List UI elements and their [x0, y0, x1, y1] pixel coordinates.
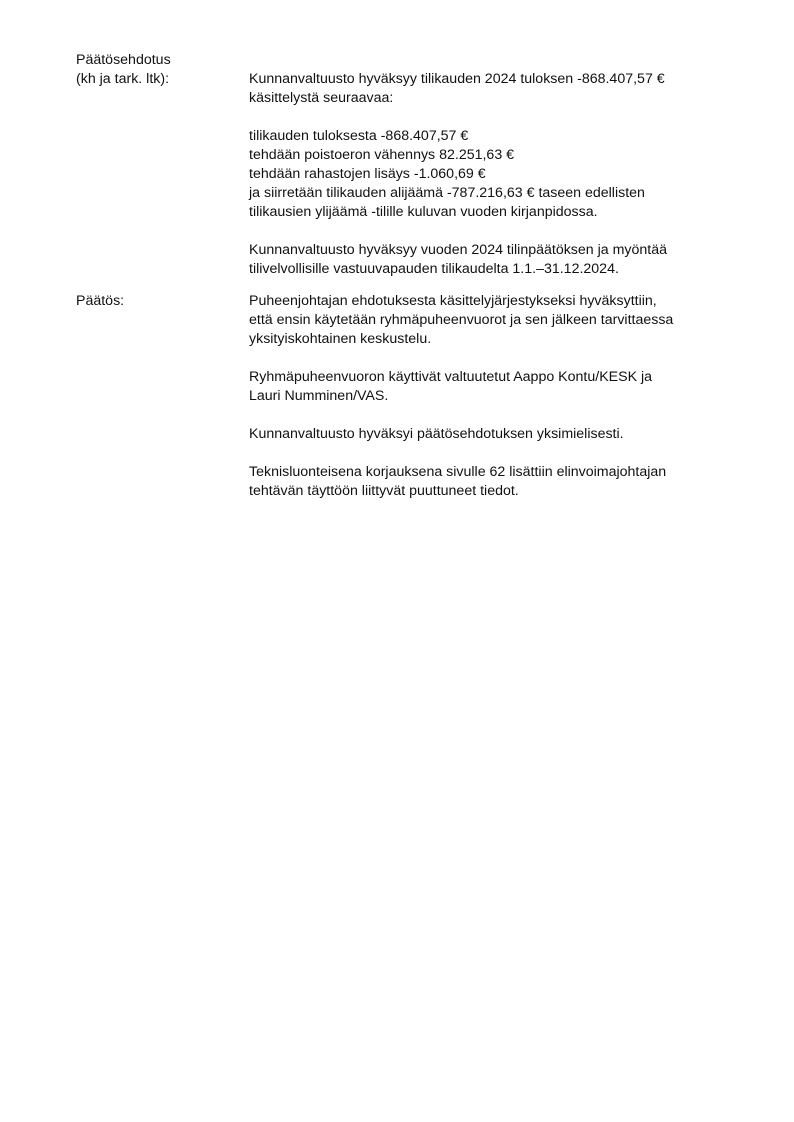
proposal-label: (kh ja tark. ltk): [76, 71, 170, 87]
decision-paragraph-procedure [249, 292, 749, 349]
decision-paragraph-correction [249, 463, 749, 501]
text-line: tilivelvollisille vastuuvapauden tilikaudelta 1.1.–31.12.2024. [249, 261, 619, 277]
text-line: tilikauden tuloksesta -868.407,57 € [249, 128, 469, 144]
proposal-paragraph-result [249, 70, 749, 108]
text-line: käsittelystä seuraavaa: [249, 90, 394, 106]
text-line: Teknisluonteisena korjauksena sivulle 62 lisättiin elinvoimajohtajan [249, 464, 667, 480]
text-line: Puheenjohtajan ehdotuksesta käsittelyjärjestykseksi hyväksyttiin, [249, 293, 657, 309]
text-line: ja siirretään tilikauden alijäämä -787.216,63 € taseen edellisten [249, 185, 645, 201]
text-line: että ensin käytetään ryhmäpuheenvuorot ja sen jälkeen tarvittaessa [249, 312, 674, 328]
text-line: Kunnanvaltuusto hyväksyy vuoden 2024 tilinpäätöksen ja myöntää [249, 242, 668, 258]
proposal-content [249, 70, 749, 279]
decision-paragraph-approval [249, 425, 749, 444]
text-line: yksityiskohtainen keskustelu. [249, 331, 432, 347]
text-line: tehdään rahastojen lisäys -1.060,69 € [249, 166, 486, 182]
text-line: tilikausien ylijäämä -tilille kuluvan vuoden kirjanpidossa. [249, 204, 598, 220]
text-line: Lauri Numminen/VAS. [249, 388, 389, 404]
decision-paragraph-group-speeches [249, 368, 749, 406]
proposal-paragraph-allocation [249, 127, 749, 222]
text-line: Kunnanvaltuusto hyväksyi päätösehdotuksen yksimielisesti. [249, 426, 624, 442]
proposal-heading: Päätösehdotus [76, 52, 171, 68]
decision-label: Päätös: [76, 293, 125, 309]
decision-content [249, 292, 749, 501]
text-line: Kunnanvaltuusto hyväksyy tilikauden 2024 tuloksen -868.407,57 € [249, 71, 665, 87]
proposal-paragraph-discharge [249, 241, 749, 279]
text-line: tehdään poistoeron vähennys 82.251,63 € [249, 147, 515, 163]
text-line: tehtävän täyttöön liittyvät puuttuneet tiedot. [249, 483, 519, 499]
text-line: Ryhmäpuheenvuoron käyttivät valtuutetut Aappo Kontu/KESK ja [249, 369, 653, 385]
